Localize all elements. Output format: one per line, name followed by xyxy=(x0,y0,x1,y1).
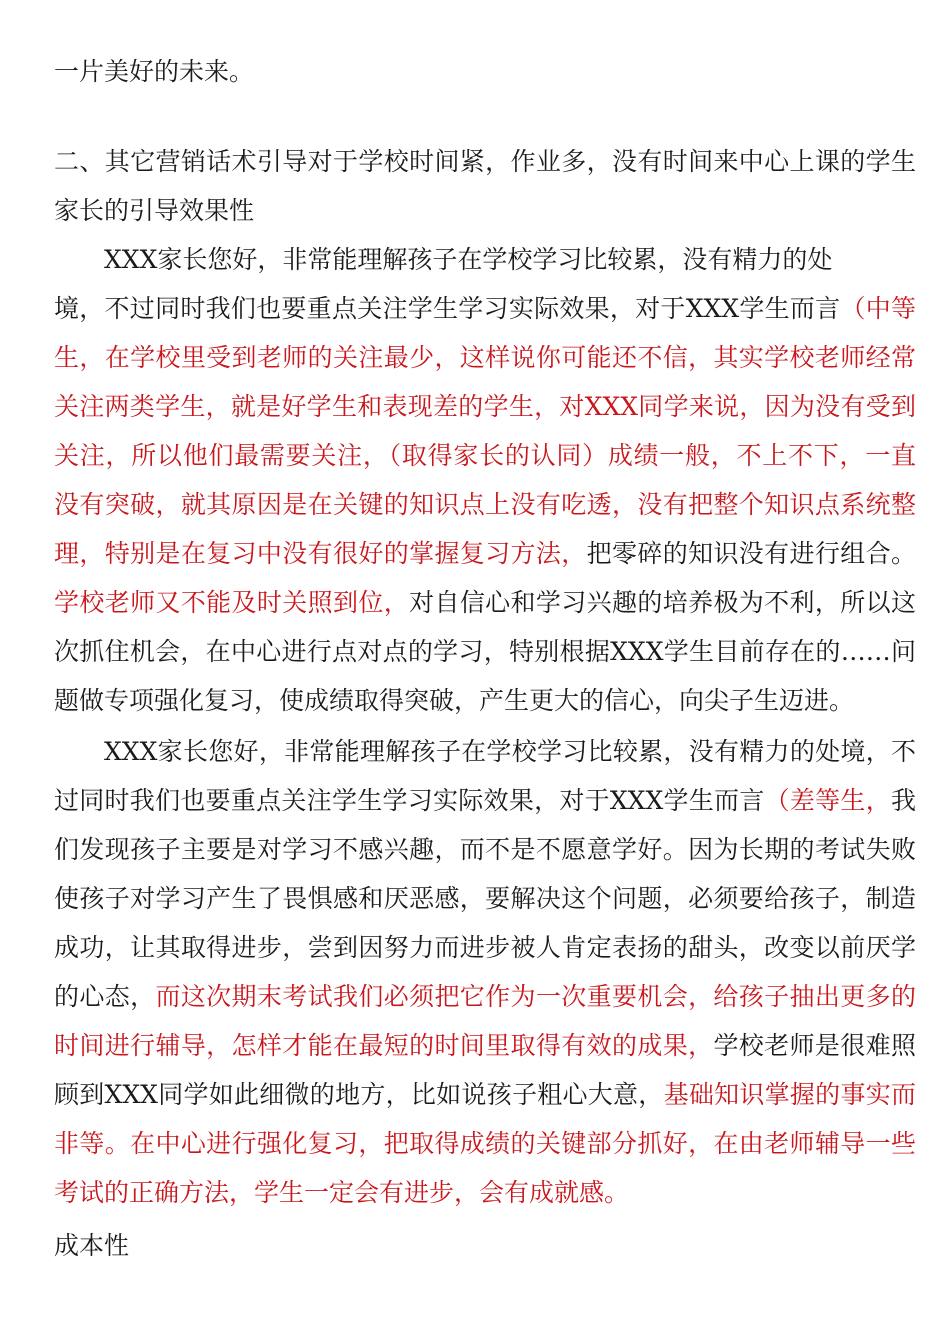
text-segment: 把零碎的知识没有进行组合。 xyxy=(586,539,916,568)
paragraph-line xyxy=(54,586,916,620)
text-line xyxy=(54,55,916,89)
text-segment: 们发现孩子主要是对学习不感兴趣，而不是不愿意学好。因为长期的考试失败 xyxy=(54,835,916,864)
text-segment: 一片美好的未来。 xyxy=(54,57,255,86)
paragraph-line xyxy=(54,784,916,818)
text-segment: XXX家长您好，非常能理解孩子在学校学习比较累，没有精力的处境，不 xyxy=(104,737,916,766)
text-segment: 题做专项强化复习，使成绩取得突破，产生更大的信心，向尖子生迈进。 xyxy=(54,686,855,715)
highlighted-text-segment: 生，在学校里受到老师的关注最少，这样说你可能还不信，其实学校老师经常 xyxy=(54,343,916,372)
text-segment: 过同时我们也要重点关注学生学习实际效果，对于XXX学生而言 xyxy=(54,786,765,815)
paragraph-line xyxy=(54,390,916,424)
text-segment: 对自信心和学习兴趣的培养极为不利，所以这 xyxy=(409,588,916,617)
text-segment: 成本性 xyxy=(54,1231,130,1260)
paragraph-line xyxy=(54,635,916,669)
text-segment: XXX家长您好，非常能理解孩子在学校学习比较累，没有精力的处 xyxy=(104,245,833,274)
text-segment: 二、其它营销话术引导对于学校时间紧，作业多，没有时间来中心上课的学生 xyxy=(54,147,916,176)
section-heading-line xyxy=(54,145,916,179)
paragraph-line xyxy=(54,931,916,965)
paragraph-line xyxy=(54,537,916,571)
highlighted-text-segment: 时间进行辅导，怎样才能在最短的时间里取得有效的成果， xyxy=(54,1031,714,1060)
text-segment: 次抓住机会，在中心进行点对点的学习，特别根据XXX学生目前存在的……问 xyxy=(54,637,916,666)
highlighted-text-segment: 关注，所以他们最需要关注，（取得家长的认同）成绩一般，不上不下，一直 xyxy=(54,441,916,470)
paragraph-line xyxy=(54,341,916,375)
highlighted-text-segment: （中等 xyxy=(840,294,916,323)
paragraph-line xyxy=(54,1176,916,1210)
text-segment: 成功，让其取得进步，尝到因努力而进步被人肯定表扬的甜头，改变以前厌学 xyxy=(54,933,916,962)
text-line xyxy=(54,1229,916,1263)
text-segment: 顾到XXX同学如此细微的地方，比如说孩子粗心大意， xyxy=(54,1080,664,1109)
paragraph-line xyxy=(54,882,916,916)
section-heading-line xyxy=(54,194,916,228)
paragraph-line xyxy=(54,1078,916,1112)
highlighted-text-segment: 基础知识掌握的事实而 xyxy=(663,1080,916,1109)
text-segment: 境，不过同时我们也要重点关注学生学习实际效果，对于XXX学生而言 xyxy=(54,294,841,323)
paragraph-line xyxy=(54,1127,916,1161)
highlighted-text-segment: 考试的正确方法，学生一定会有进步，会有成就感。 xyxy=(54,1178,630,1207)
text-segment: 家长的引导效果性 xyxy=(54,196,255,225)
paragraph-line xyxy=(54,488,916,522)
text-segment: 的心态， xyxy=(54,982,156,1011)
paragraph-first-line xyxy=(104,243,916,277)
highlighted-text-segment: 理，特别是在复习中没有很好的掌握复习方法， xyxy=(54,539,587,568)
highlighted-text-segment: 关注两类学生，就是好学生和表现差的学生，对XXX同学来说，因为没有受到 xyxy=(54,392,916,421)
text-segment: 我 xyxy=(890,786,916,815)
text-segment: 使孩子对学习产生了畏惧感和厌恶感，要解决这个问题，必须要给孩子，制造 xyxy=(54,884,916,913)
paragraph-line xyxy=(54,292,916,326)
highlighted-text-segment: 而这次期末考试我们必须把它作为一次重要机会，给孩子抽出更多的 xyxy=(155,982,916,1011)
highlighted-text-segment: 没有突破，就其原因是在关键的知识点上没有吃透，没有把整个知识点系统整 xyxy=(54,490,916,519)
text-segment: 学校老师是很难照 xyxy=(713,1031,916,1060)
paragraph-line xyxy=(54,1029,916,1063)
highlighted-text-segment: （差等生， xyxy=(764,786,891,815)
highlighted-text-segment: 学校老师又不能及时关照到位， xyxy=(54,588,410,617)
highlighted-text-segment: 非等。在中心进行强化复习，把取得成绩的关键部分抓好，在由老师辅导一些 xyxy=(54,1129,916,1158)
paragraph-line xyxy=(54,980,916,1014)
paragraph-line xyxy=(54,684,916,718)
paragraph-line xyxy=(54,439,916,473)
paragraph-first-line xyxy=(104,735,916,769)
paragraph-line xyxy=(54,833,916,867)
